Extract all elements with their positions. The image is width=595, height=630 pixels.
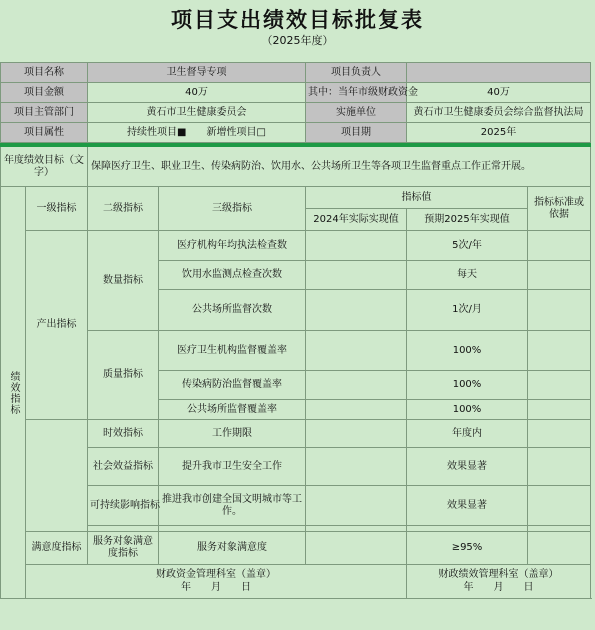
info-row-dept (1, 103, 591, 123)
indicator-actual (306, 331, 407, 371)
indicator-standard (528, 420, 591, 448)
indicator-name: 服务对象满意度 (159, 532, 306, 565)
attr-label: 项目属性 (1, 123, 88, 143)
indicator-name: 推进我市创建全国文明城市等工作。 (159, 486, 306, 526)
header-level2: 二级指标 (88, 187, 159, 231)
indicator-actual (306, 420, 407, 448)
city-fund-value: 40万 (407, 83, 591, 103)
perf-mgmt-office-date: 年 月 日 (463, 582, 534, 593)
period-label: 项目期 (306, 123, 407, 143)
project-leader-label: 项目负责人 (306, 63, 407, 83)
indicator-name: 公共场所监督次数 (159, 290, 306, 331)
indicator-actual (306, 261, 407, 290)
indicator-name: 医疗机构年均执法检查数 (159, 231, 306, 261)
indicator-value: 5次/年 (407, 231, 528, 261)
indicator-value: 每天 (407, 261, 528, 290)
indicator-name: 工作期限 (159, 420, 306, 448)
dept-value: 黄石市卫生健康委员会 (88, 103, 306, 123)
indicator-value: 100% (407, 371, 528, 400)
indicator-name: 医疗卫生机构监督覆盖率 (159, 331, 306, 371)
perf-indicator-label: 绩效指标 (1, 187, 26, 599)
project-amount-value: 40万 (88, 83, 306, 103)
city-fund-label: 其中：当年市级财政资金 (306, 83, 407, 103)
indicator-standard (528, 400, 591, 420)
indicator-actual (306, 400, 407, 420)
project-name-label: 项目名称 (1, 63, 88, 83)
indicator-actual (306, 371, 407, 400)
header-row-1 (1, 187, 591, 209)
annual-goal-text: 保障医疗卫生、职业卫生、传染病防治、饮用水、公共场所卫生等各项卫生监督重点工作正常开展。 (88, 147, 591, 187)
project-amount-label: 项目金额 (1, 83, 88, 103)
indicator-standard (528, 532, 591, 565)
annual-goal-label: 年度绩效目标（文字） (1, 147, 88, 187)
indicator-standard (528, 448, 591, 486)
indicator-name: 提升我市卫生安全工作 (159, 448, 306, 486)
annual-goal-row (1, 147, 591, 187)
perf-mgmt-office (407, 565, 591, 599)
finance-fund-office-date: 年 月 日 (181, 582, 251, 593)
indicator-standard (528, 486, 591, 526)
indicator-value: 年度内 (407, 420, 528, 448)
info-row-amount (1, 83, 591, 103)
indicator-actual (306, 231, 407, 261)
indicator-actual (306, 486, 407, 526)
impl-unit-value: 黄石市卫生健康委员会综合监督执法局 (407, 103, 591, 123)
indicator-name: 公共场所监督覆盖率 (159, 400, 306, 420)
header-standard: 指标标准或依据 (528, 187, 591, 231)
indicator-standard (528, 231, 591, 261)
group-timeliness: 时效指标 (88, 420, 159, 448)
indicator-standard (528, 331, 591, 371)
project-name-value: 卫生督导专项 (88, 63, 306, 83)
indicator-row (1, 231, 591, 261)
dept-label: 项目主管部门 (1, 103, 88, 123)
period-value: 2025年 (407, 123, 591, 143)
approval-table (0, 62, 591, 599)
indicator-value: 效果显著 (407, 486, 528, 526)
indicator-actual (306, 448, 407, 486)
finance-fund-office (26, 565, 407, 599)
impl-unit-label: 实施单位 (306, 103, 407, 123)
footer-row (1, 565, 591, 599)
indicator-name: 饮用水监测点检查次数 (159, 261, 306, 290)
indicator-standard (528, 261, 591, 290)
indicator-row (1, 331, 591, 371)
finance-fund-office-label: 财政资金管理科室（盖章） (156, 569, 276, 580)
info-row-attr (1, 123, 591, 143)
group-service: 服务对象满意度指标 (88, 532, 159, 565)
project-leader-value (407, 63, 591, 83)
group-sustain: 可持续影响指标 (88, 486, 159, 526)
header-level3: 三级指标 (159, 187, 306, 231)
indicator-row (1, 448, 591, 486)
indicator-name: 传染病防治监督覆盖率 (159, 371, 306, 400)
attr-value: 持续性项目■ 新增性项目□ (88, 123, 306, 143)
header-indicator: 指标值 (306, 187, 528, 209)
perf-mgmt-office-label: 财政绩效管理科室（盖章） (438, 569, 559, 580)
group-quantity: 数量指标 (88, 231, 159, 331)
indicator-actual (306, 290, 407, 331)
indicator-row (1, 486, 591, 526)
indicator-row (1, 420, 591, 448)
indicator-value: 1次/月 (407, 290, 528, 331)
indicator-value: ≥95% (407, 532, 528, 565)
group-social: 社会效益指标 (88, 448, 159, 486)
header-level1: 一级指标 (26, 187, 88, 231)
info-row-name (1, 63, 591, 83)
indicator-standard (528, 290, 591, 331)
group-quality: 质量指标 (88, 331, 159, 420)
indicator-value: 100% (407, 331, 528, 371)
header-expect-2025: 预期2025年实现值 (407, 209, 528, 231)
group-satisfaction: 满意度指标 (26, 532, 88, 565)
indicator-value: 100% (407, 400, 528, 420)
indicator-value: 效果显著 (407, 448, 528, 486)
indicator-row (1, 532, 591, 565)
indicator-standard (528, 371, 591, 400)
group-output: 产出指标 (26, 231, 88, 420)
header-actual-2024: 2024年实际实现值 (306, 209, 407, 231)
page-subtitle: （2025年度） (261, 34, 334, 47)
page-title: 项目支出绩效目标批复表 (171, 8, 424, 32)
indicator-actual (306, 532, 407, 565)
